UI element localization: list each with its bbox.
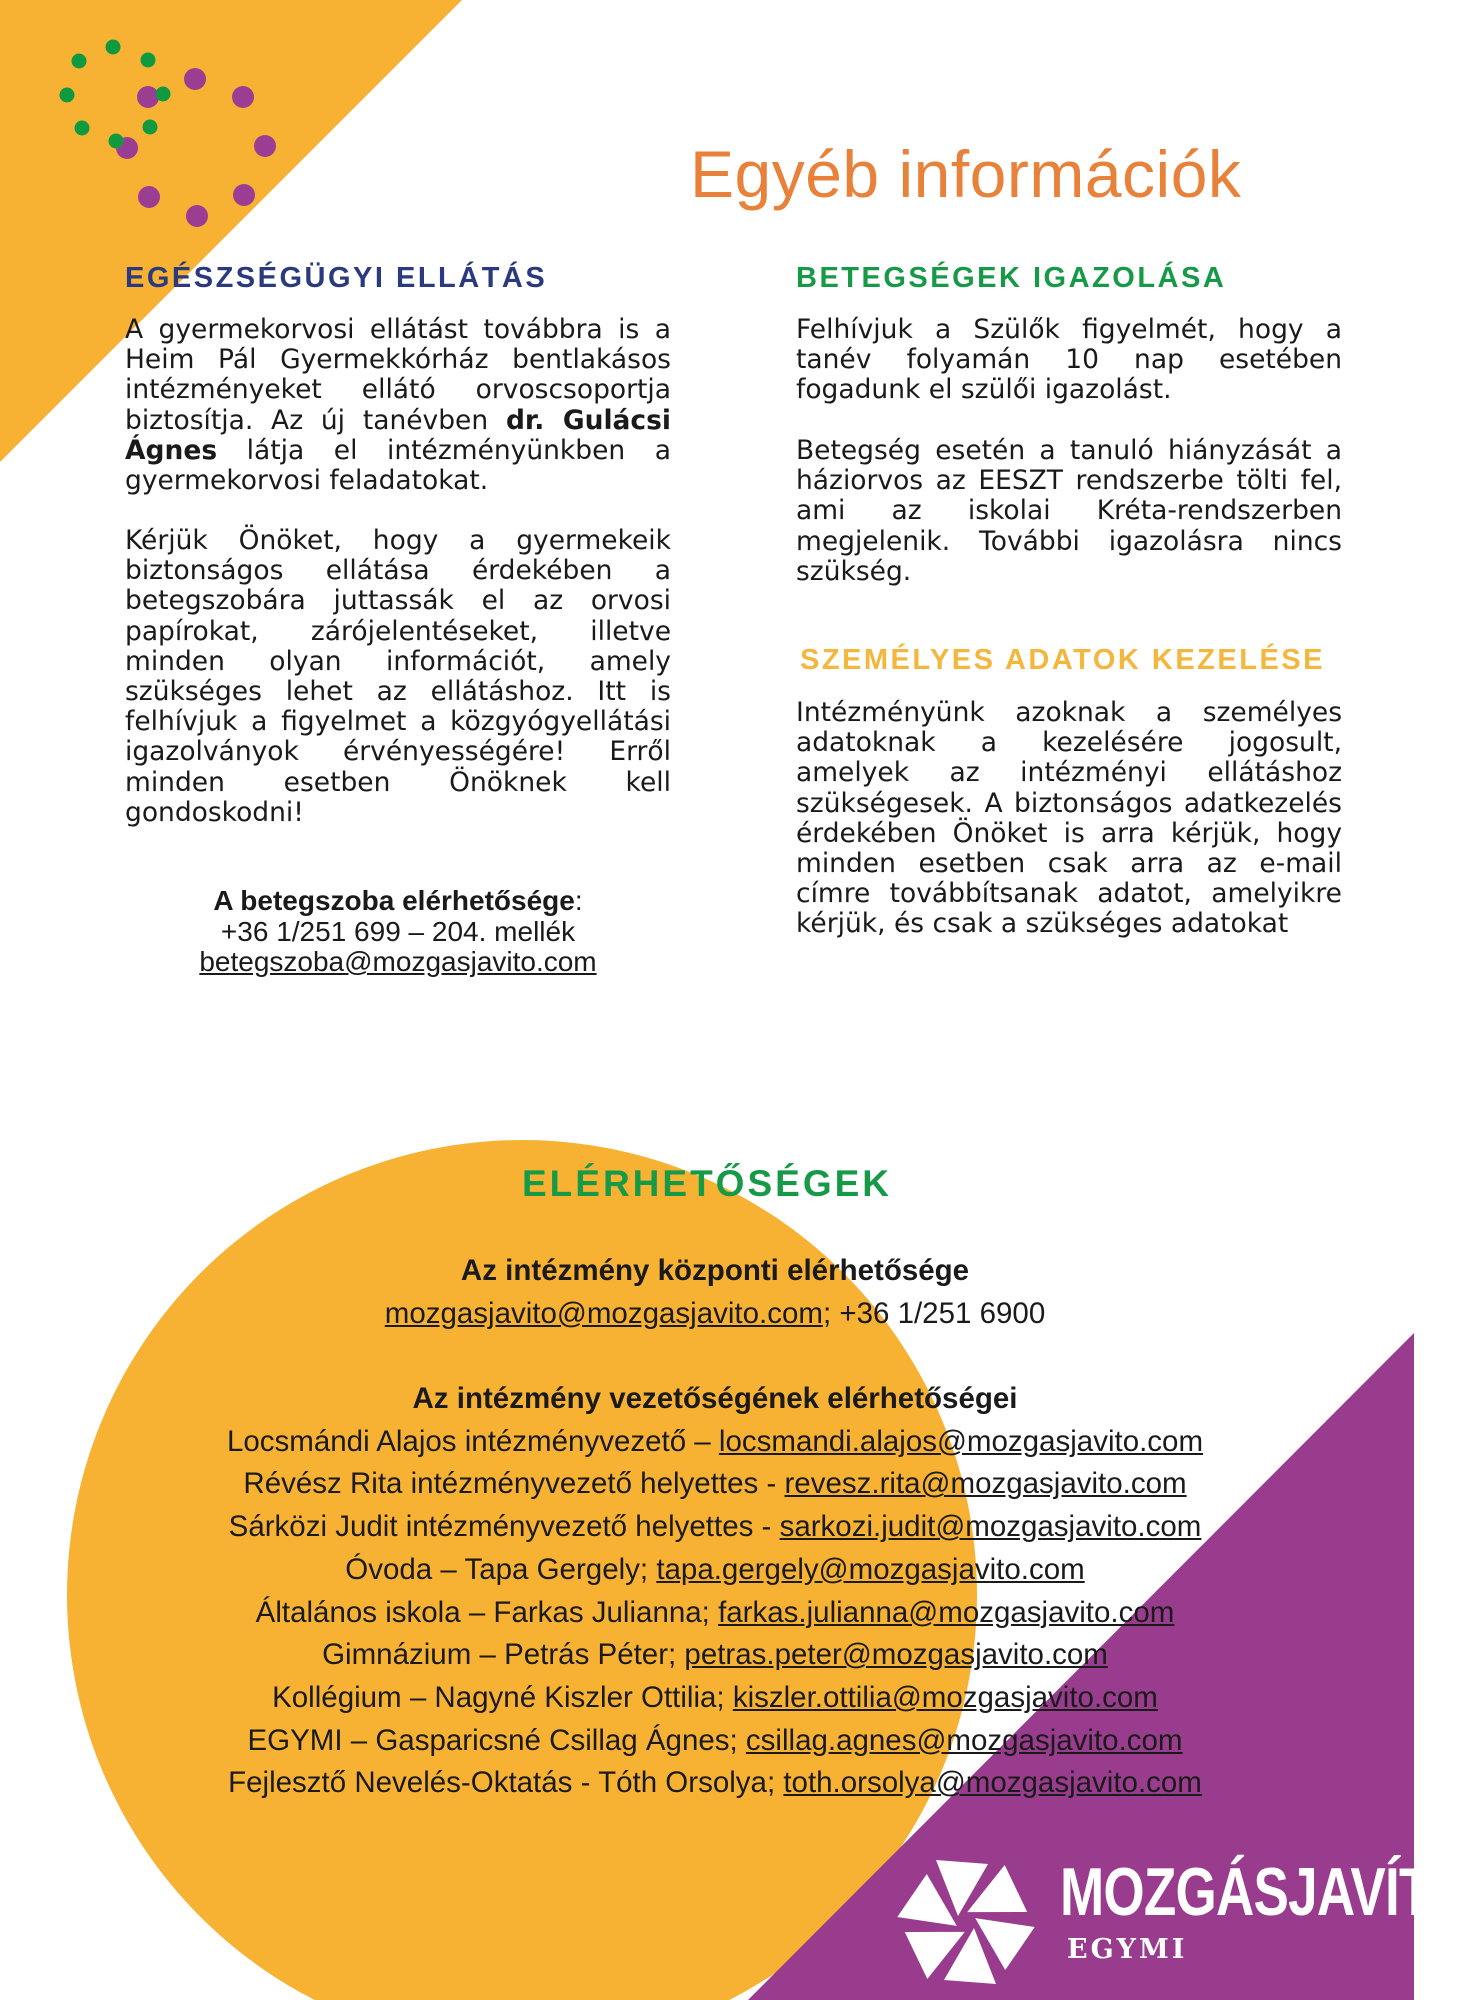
health-paragraph-2: Kérjük Önöket, hogy a gyermekeik biztonságos ellátása érdekében a betegszobára juttassák el az orvosi papírokat, zárójelentéseket, illetve minden olyan információt, amely szükséges lehet az ellátáshoz. Itt is felhívjuk a figyelmet a közgyógyellátási igazolványok érvényességére! Erről minden esetben Önöknek kell gondoskodni! bbox=[125, 525, 671, 828]
health-paragraph-1: A gyermekorvosi ellátást továbbra is a Heim Pál Gyermekkórház bentlakásos intézményeket ellátó orvoscsoportja biztosítja. Az új tanévben dr. Gulácsi Ágnes látja el intézményünkben a gyermekorvosi feladatokat. bbox=[125, 314, 671, 497]
contact-row: Kollégium – Nagyné Kiszler Ottilia; kiszler.ottilia@mozgasjavito.com bbox=[272, 1680, 1158, 1714]
central-email-link[interactable]: mozgasjavito@mozgasjavito.com bbox=[384, 1296, 823, 1330]
personal-heading: SZEMÉLYES ADATOK KEZELÉSE bbox=[800, 644, 1325, 676]
sick-heading: BETEGSÉGEK IGAZOLÁSA bbox=[796, 262, 1227, 294]
contact-row: Gimnázium – Petrás Péter; petras.peter@mozgasjavito.com bbox=[322, 1638, 1108, 1672]
sickroom-contact-label: A betegszoba elérhetősége bbox=[213, 885, 575, 916]
management-contacts-label: Az intézmény vezetőségének elérhetőségei bbox=[412, 1382, 1018, 1415]
pinwheel-logo-icon bbox=[895, 1857, 1037, 1987]
sick-paragraph-2: Betegség esetén a tanuló hiányzását a háziorvos az EESZT rendszerbe tölti fel, ami az iskolai Kréta-rendszerben megjelenik. További igazolásra nincs szükség. bbox=[796, 435, 1342, 587]
central-contact bbox=[100, 1250, 1330, 1335]
personal-paragraph: Intézményünk azoknak a személyes adatoknak a kezelésére jogosult, amelyek az intézményi ellátáshoz szükségesek. A biztonságos adatkezelés érdekében Önöket is arra kérjük, hogy minden esetben csak arra az e-mail címre továbbítsanak adatot, amelyikre kérjük, és csak a szükséges adatokat bbox=[796, 697, 1342, 940]
central-contact-label: Az intézmény központi elérhetősége bbox=[460, 1254, 970, 1287]
contact-email-link[interactable]: petras.peter@mozgasjavito.com bbox=[684, 1638, 1108, 1672]
contact-row: Fejlesztő Nevelés-Oktatás - Tóth Orsolya; toth.orsolya@mozgasjavito.com bbox=[228, 1766, 1202, 1800]
contact-row: Sárközi Judit intézményvezető helyettes - sarkozi.judit@mozgasjavito.com bbox=[228, 1510, 1202, 1544]
reach-heading: ELÉRHETŐSÉGEK bbox=[522, 1163, 892, 1204]
doctor-name: dr. Gulácsi Ágnes bbox=[125, 404, 671, 466]
brand-subtitle: EGYMI bbox=[1067, 1934, 1188, 1965]
sickroom-contact: A betegszoba elérhetősége: +36 1/251 699 – 204. mellék betegszoba@mozgasjavito.com bbox=[125, 886, 671, 978]
brand-name: MOZGÁSJAVÍTÓ bbox=[1060, 1854, 1471, 1930]
contact-email-link[interactable]: tapa.gergely@mozgasjavito.com bbox=[656, 1552, 1085, 1586]
sickroom-phone: +36 1/251 699 – 204. mellék bbox=[220, 915, 576, 947]
contact-email-link[interactable]: locsmandi.alajos@mozgasjavito.com bbox=[718, 1424, 1204, 1458]
contact-row: Óvoda – Tapa Gergely; tapa.gergely@mozgasjavito.com bbox=[345, 1552, 1085, 1586]
page-title: Egyéb információk bbox=[690, 137, 1242, 211]
central-phone: ; +36 1/251 6900 bbox=[822, 1296, 1046, 1330]
contact-row: Általános iskola – Farkas Julianna; farkas.julianna@mozgasjavito.com bbox=[255, 1595, 1175, 1629]
contact-row: Révész Rita intézményvezető helyettes - revesz.rita@mozgasjavito.com bbox=[243, 1467, 1187, 1501]
contact-email-link[interactable]: kiszler.ottilia@mozgasjavito.com bbox=[732, 1680, 1158, 1714]
management-contacts bbox=[100, 1378, 1330, 1805]
contact-email-link[interactable]: csillag.agnes@mozgasjavito.com bbox=[745, 1723, 1183, 1757]
contact-row: EGYMI – Gasparicsné Csillag Ágnes; csillag.agnes@mozgasjavito.com bbox=[247, 1723, 1183, 1757]
sick-paragraph-1: Felhívjuk a Szülők figyelmét, hogy a tanév folyamán 10 nap esetében fogadunk el szülői igazolást. bbox=[796, 314, 1342, 406]
contact-email-link[interactable]: toth.orsolya@mozgasjavito.com bbox=[783, 1766, 1202, 1800]
sickroom-email-link[interactable]: betegszoba@mozgasjavito.com bbox=[199, 946, 597, 977]
contact-email-link[interactable]: farkas.julianna@mozgasjavito.com bbox=[718, 1595, 1175, 1629]
contact-email-link[interactable]: revesz.rita@mozgasjavito.com bbox=[784, 1467, 1187, 1501]
health-heading: EGÉSZSÉGÜGYI ELLÁTÁS bbox=[125, 262, 548, 294]
contact-email-link[interactable]: sarkozi.judit@mozgasjavito.com bbox=[779, 1510, 1202, 1544]
contact-row: Locsmándi Alajos intézményvezető – locsmandi.alajos@mozgasjavito.com bbox=[226, 1424, 1204, 1458]
